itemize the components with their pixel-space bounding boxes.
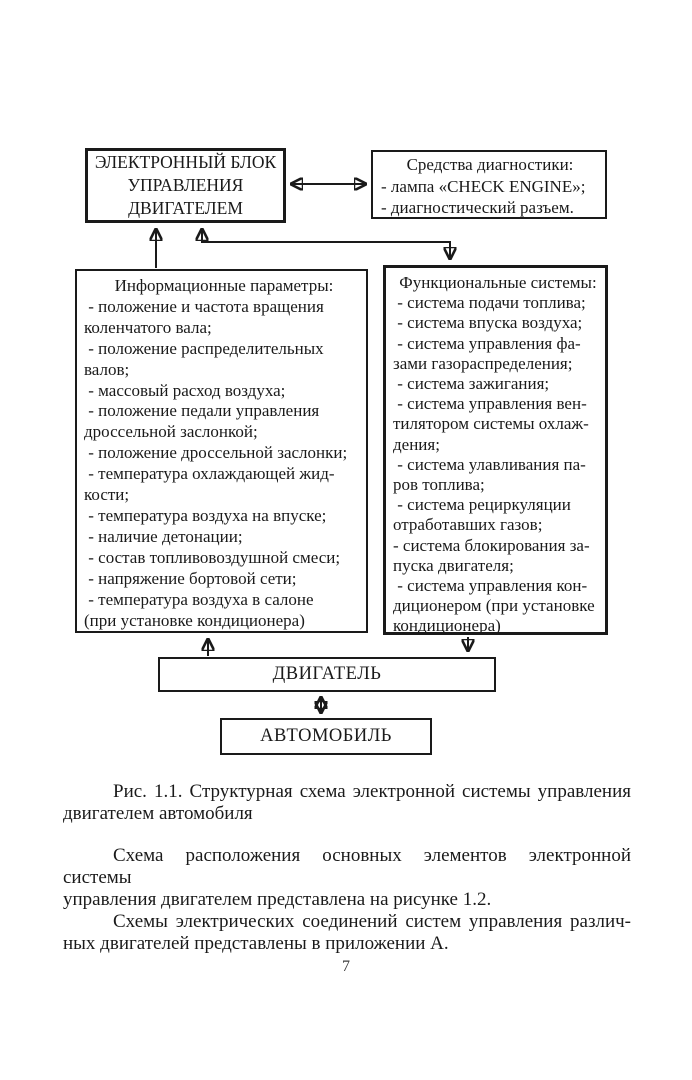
arrow-ecu-to-functional	[202, 230, 450, 258]
text-line: (при установке кондиционера)	[84, 610, 305, 630]
text-line: - положение распределительных	[84, 338, 324, 358]
paragraph	[63, 911, 631, 955]
text-line: - система управления фа-	[393, 333, 581, 353]
text-line: Схемы электрических соединений систем управления различ-	[113, 911, 631, 932]
text-line: Рис. 1.1. Структурная схема электронной системы управления	[113, 781, 631, 802]
text-line: Информационные параметры:	[114, 276, 334, 295]
diagnostics-box	[371, 150, 607, 219]
text-line: - система подачи топлива;	[393, 293, 586, 313]
functional-systems-box	[383, 265, 608, 635]
text-line: - положение и частота вращения	[84, 296, 324, 316]
text-line: - температура воздуха в салоне	[84, 589, 314, 609]
text-line: ЭЛЕКТРОННЫЙ БЛОК	[94, 152, 277, 172]
text-line: - напряжение бортовой сети;	[84, 568, 297, 588]
text-line: - система зажигания;	[393, 374, 550, 394]
text-line: - система управления вен-	[393, 394, 587, 414]
text-line: - система управления кон-	[393, 576, 588, 596]
text-line: коленчатого вала;	[84, 317, 212, 337]
text-line: - наличие детонации;	[84, 526, 243, 546]
text-line: - состав топливовоздушной смеси;	[84, 547, 341, 567]
paragraph	[63, 845, 631, 911]
text-line: дроссельной заслонкой;	[84, 422, 258, 442]
text-line: - система блокирования за-	[393, 535, 590, 555]
text-line: - система рециркуляции	[393, 495, 571, 515]
text-line: Функциональные системы:	[399, 273, 597, 292]
text-line: - температура охлаждающей жид-	[84, 464, 335, 484]
text-line: зами газораспределения;	[393, 353, 573, 373]
text-line: Схема расположения основных элементов электронной системы	[63, 845, 631, 888]
text-line: ров топлива;	[393, 475, 485, 495]
text-line: ДВИГАТЕЛЕМ	[128, 198, 243, 218]
information-parameters-box	[75, 269, 368, 633]
ecu-box	[85, 148, 286, 223]
text-line: - лампа «CHECK ENGINE»;	[381, 176, 586, 196]
text-line: диционером (при установке	[393, 596, 595, 616]
vehicle-box	[220, 718, 432, 755]
vehicle-label: АВТОМОБИЛЬ	[260, 726, 392, 746]
text-line: - система впуска воздуха;	[393, 313, 583, 333]
text-line: тилятором системы охлаж-	[393, 414, 589, 434]
text-line: ных двигателей представлены в приложении А.	[63, 933, 449, 954]
figure-caption	[63, 781, 631, 825]
engine-box	[158, 657, 496, 692]
text-line: - диагностический разъем.	[381, 198, 574, 217]
body-text	[63, 845, 631, 955]
text-line: - массовый расход воздуха;	[84, 380, 286, 400]
text-line: валов;	[84, 359, 130, 379]
text-line: - температура воздуха на впуске;	[84, 505, 327, 525]
text-line: Средства диагностики:	[406, 155, 574, 174]
text-line: пуска двигателя;	[393, 555, 514, 575]
text-line: кости;	[84, 485, 130, 505]
page-number: 7	[342, 958, 350, 975]
text-line: кондиционера)	[393, 616, 501, 636]
text-line: УПРАВЛЕНИЯ	[127, 175, 244, 195]
text-line: - система улавливания па-	[393, 454, 586, 474]
text-line: дения;	[393, 434, 440, 454]
text-line: - положение педали управления	[84, 401, 320, 421]
text-line: - положение дроссельной заслонки;	[84, 443, 348, 463]
text-line: управления двигателем представлена на рисунке 1.2.	[63, 889, 492, 910]
text-line: отработавших газов;	[393, 515, 543, 535]
engine-label: ДВИГАТЕЛЬ	[272, 664, 382, 684]
text-line: двигателем автомобиля	[63, 803, 253, 824]
